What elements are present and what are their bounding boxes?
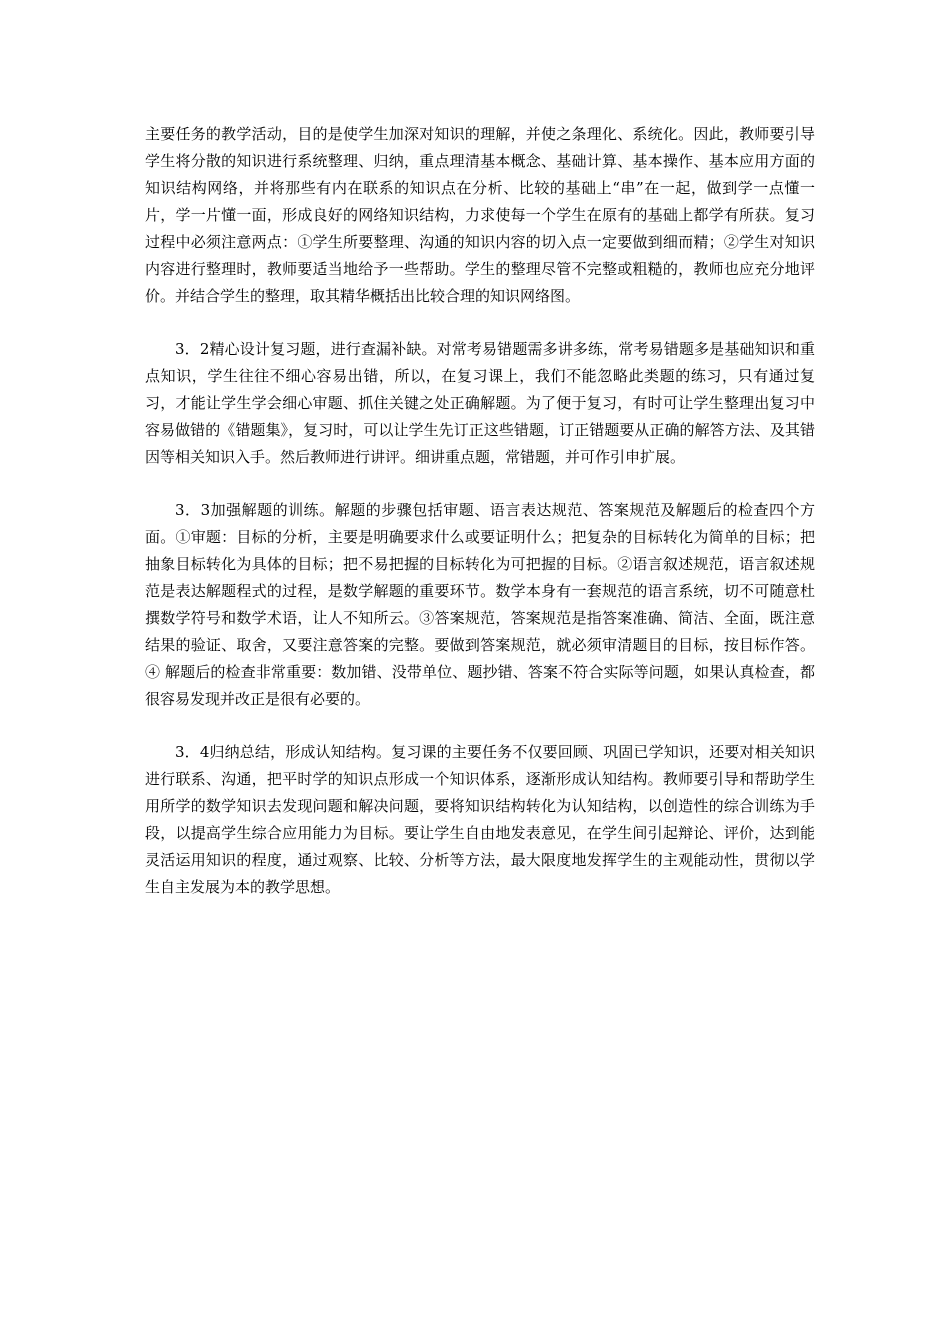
- paragraph-3-3-problem-solving-training: 3．3加强解题的训练。解题的步骤包括审题、语言表达规范、答案规范及解题后的检查四个方面。①审题：目标的分析，主要是明确要求什么或要证明什么；把复杂的目标转化为简单的目标；把抽象目标转化为具体的目标；把不易把握的目标转化为可把握的目标。②语言叙述规范，语言叙述规范是表达解题程式的过程，是数学解题的重要环节。数学本身有一套规范的语言系统，切不可随意杜撰数学符号和数学术语，让人不知所云。③答案规范，答案规范是指答案准确、简洁、全面，既注意结果的验证、取舍，又要注意答案的完整。要做到答案规范，就必须审清题目的目标，按目标作答。④ 解题后的检查非常重要：数加错、没带单位、题抄错、答案不符合实际等问题，如果认真检查，都很容易发现并改正是很有必要的。: [145, 501, 815, 708]
- document-body: [145, 121, 815, 901]
- paragraph-3-4-summary-cognitive-structure: 3．4归纳总结，形成认知结构。复习课的主要任务不仅要回顾、巩固已学知识，还要对相关知识进行联系、沟通，把平时学的知识点形成一个知识体系，逐渐形成认知结构。教师要引导和帮助学生用所学的数学知识去发现问题和解决问题，要将知识结构转化为认知结构，以创造性的综合训练为手段，以提高学生综合应用能力为目标。要让学生自由地发表意见，在学生间引起辩论、评价，达到能灵活运用知识的程度，通过观察、比较、分析等方法，最大限度地发挥学生的主观能动性，贯彻以学生自主发展为本的教学思想。: [145, 743, 815, 896]
- paragraph-3-2-review-exercises: 3．2精心设计复习题，进行查漏补缺。对常考易错题需多讲多练，常考易错题多是基础知识和重点知识，学生往往不细心容易出错，所以，在复习课上，我们不能忽略此类题的练习，只有通过复习，才能让学生学会细心审题、抓住关键之处正确解题。为了便于复习，有时可让学生整理出复习中容易做错的《错题集》，复习时，可以让学生先订正这些错题，订正错题要从正确的解答方法、及其错因等相关知识入手。然后教师进行讲评。细讲重点题，常错题，并可作引申扩展。: [145, 340, 815, 466]
- paragraph-review-organization: 主要任务的教学活动，目的是使学生加深对知识的理解，并使之条理化、系统化。因此，教师要引导学生将分散的知识进行系统整理、归纳，重点理清基本概念、基础计算、基本操作、基本应用方面的知识结构网络，并将那些有内在联系的知识点在分析、比较的基础上“串”在一起，做到学一点懂一片，学一片懂一面，形成良好的网络知识结构，力求使每一个学生在原有的基础上都学有所获。复习过程中必须注意两点：①学生所要整理、沟通的知识内容的切入点一定要做到细而精；②学生对知识内容进行整理时，教师要适当地给予一些帮助。学生的整理尽管不完整或粗糙的，教师也应充分地评价。并结合学生的整理，取其精华概括出比较合理的知识网络图。: [145, 125, 815, 305]
